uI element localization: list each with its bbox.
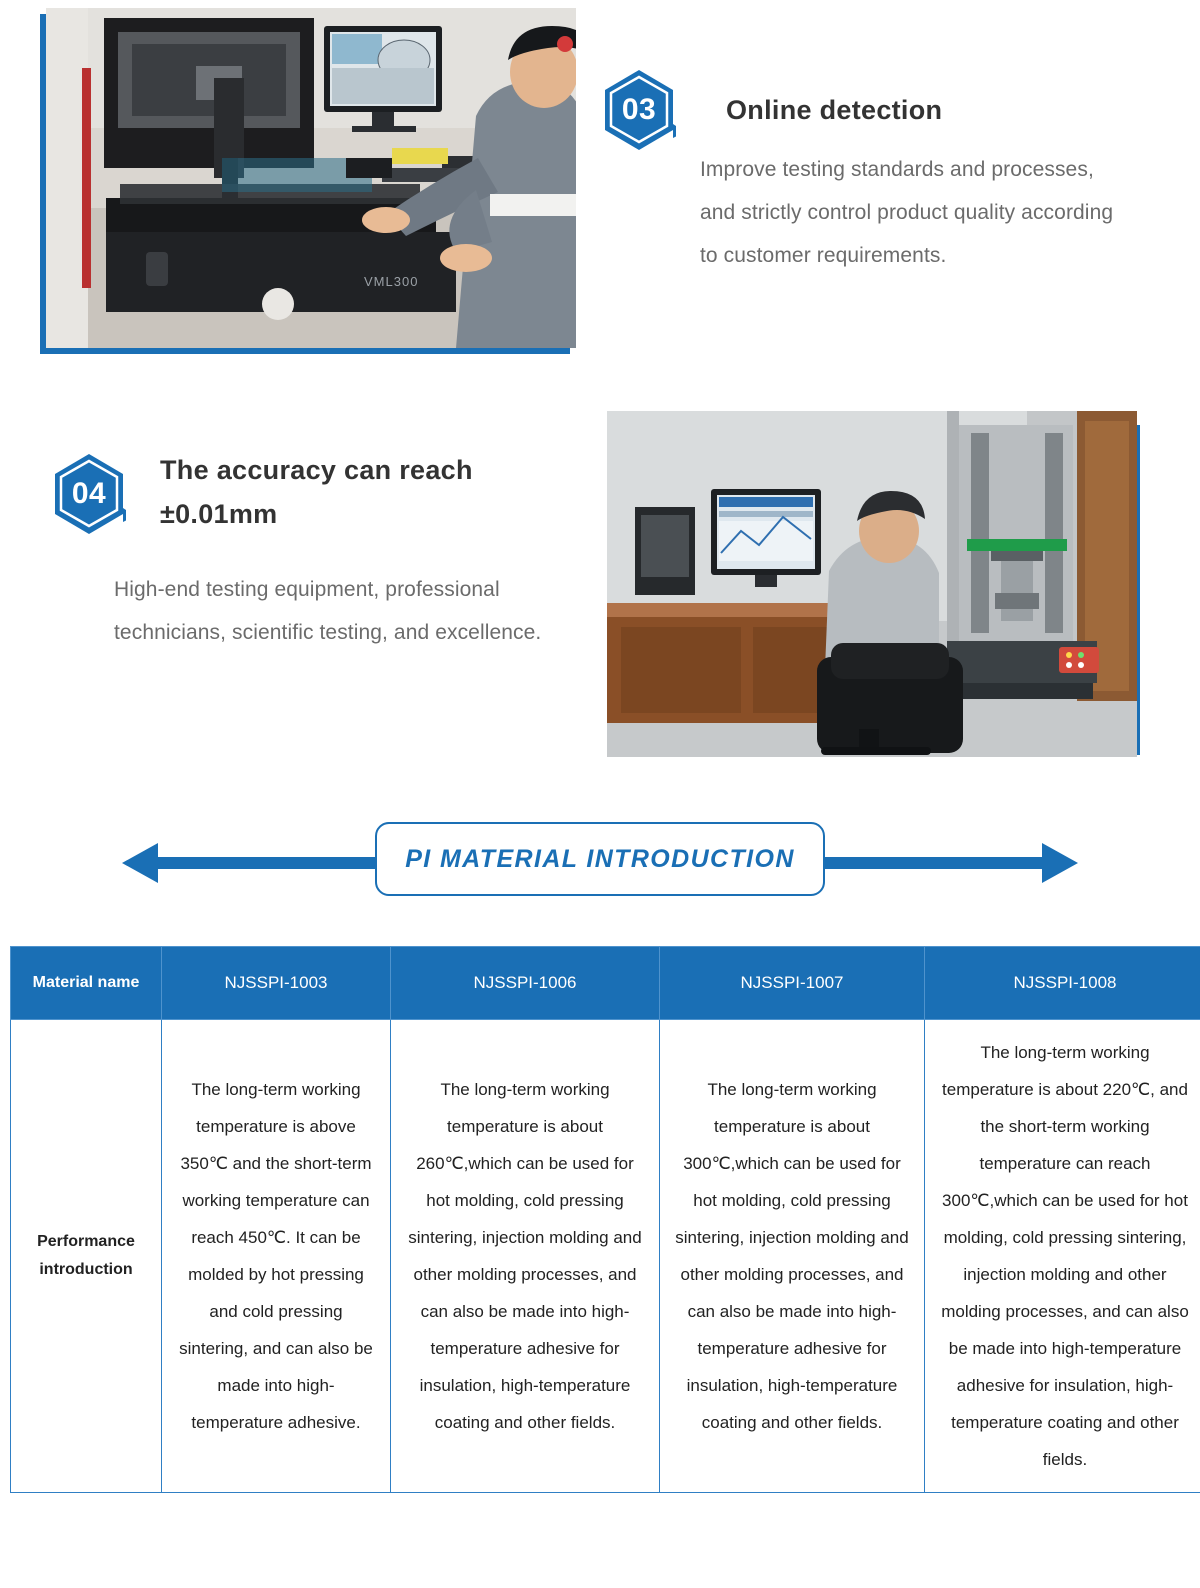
table-row-label-performance: Performance introduction — [11, 1020, 162, 1493]
table-header-njsspi-1007: NJSSPI-1007 — [660, 947, 925, 1020]
table-header-material-name: Material name — [11, 947, 162, 1020]
table-cell-njsspi-1007: The long-term working temperature is about 300℃,which can be used for hot molding, cold pressing sintering, injection molding and other molding processes, and can also be made into high-temperature adhesive for insulation, high-temperature coating and other fields. — [660, 1020, 925, 1493]
step-badge-03 — [602, 68, 676, 152]
section-banner-text: PI MATERIAL INTRODUCTION — [405, 844, 795, 873]
table-header-row — [11, 947, 1200, 1020]
block-body-online-detection: Improve testing standards and processes, and strictly control product quality according to customer requirements. — [700, 158, 1114, 267]
svg-text:VML300: VML300 — [364, 274, 419, 289]
table-row — [11, 1020, 1200, 1493]
block-title-accuracy: The accuracy can reach ±0.01mm — [160, 455, 473, 529]
photo-online-detection — [46, 8, 576, 348]
block-title-online-detection: Online detection — [726, 95, 943, 125]
table-cell-njsspi-1003: The long-term working temperature is above 350℃ and the short-term working temperature can reach 450℃. It can be molded by hot pressing and cold pressing sintering, and can also be made into high-temperature adhesive. — [162, 1020, 391, 1493]
pi-material-table — [10, 946, 1200, 1493]
testing-lab-illustration — [607, 411, 1137, 757]
table-body — [11, 1020, 1200, 1493]
table-header-njsspi-1008: NJSSPI-1008 — [925, 947, 1200, 1020]
table-header-njsspi-1006: NJSSPI-1006 — [391, 947, 660, 1020]
table-cell-njsspi-1008: The long-term working temperature is about 220℃, and the short-term working temperature can reach 300℃,which can be used for hot molding, cold pressing sintering, injection molding and other molding processes, and can also be made into high-temperature adhesive for insulation, high-temperature coating and other fields. — [925, 1020, 1200, 1493]
table-head — [11, 947, 1200, 1020]
photo-accuracy — [607, 411, 1137, 757]
step-number: 04 — [71, 477, 107, 510]
section-banner-label — [375, 822, 825, 896]
step-number: 03 — [621, 93, 657, 126]
step-badge-04 — [52, 452, 126, 536]
table-cell-njsspi-1006: The long-term working temperature is about 260℃,which can be used for hot molding, cold pressing sintering, injection molding and other molding processes, and can also be made into high-temperature adhesive for insulation, high-temperature coating and other fields. — [391, 1020, 660, 1493]
table-header-njsspi-1003: NJSSPI-1003 — [162, 947, 391, 1020]
online-detection-illustration — [46, 8, 576, 348]
block-body-accuracy: High-end testing equipment, professional technicians, scientific testing, and excellence. — [114, 578, 542, 644]
